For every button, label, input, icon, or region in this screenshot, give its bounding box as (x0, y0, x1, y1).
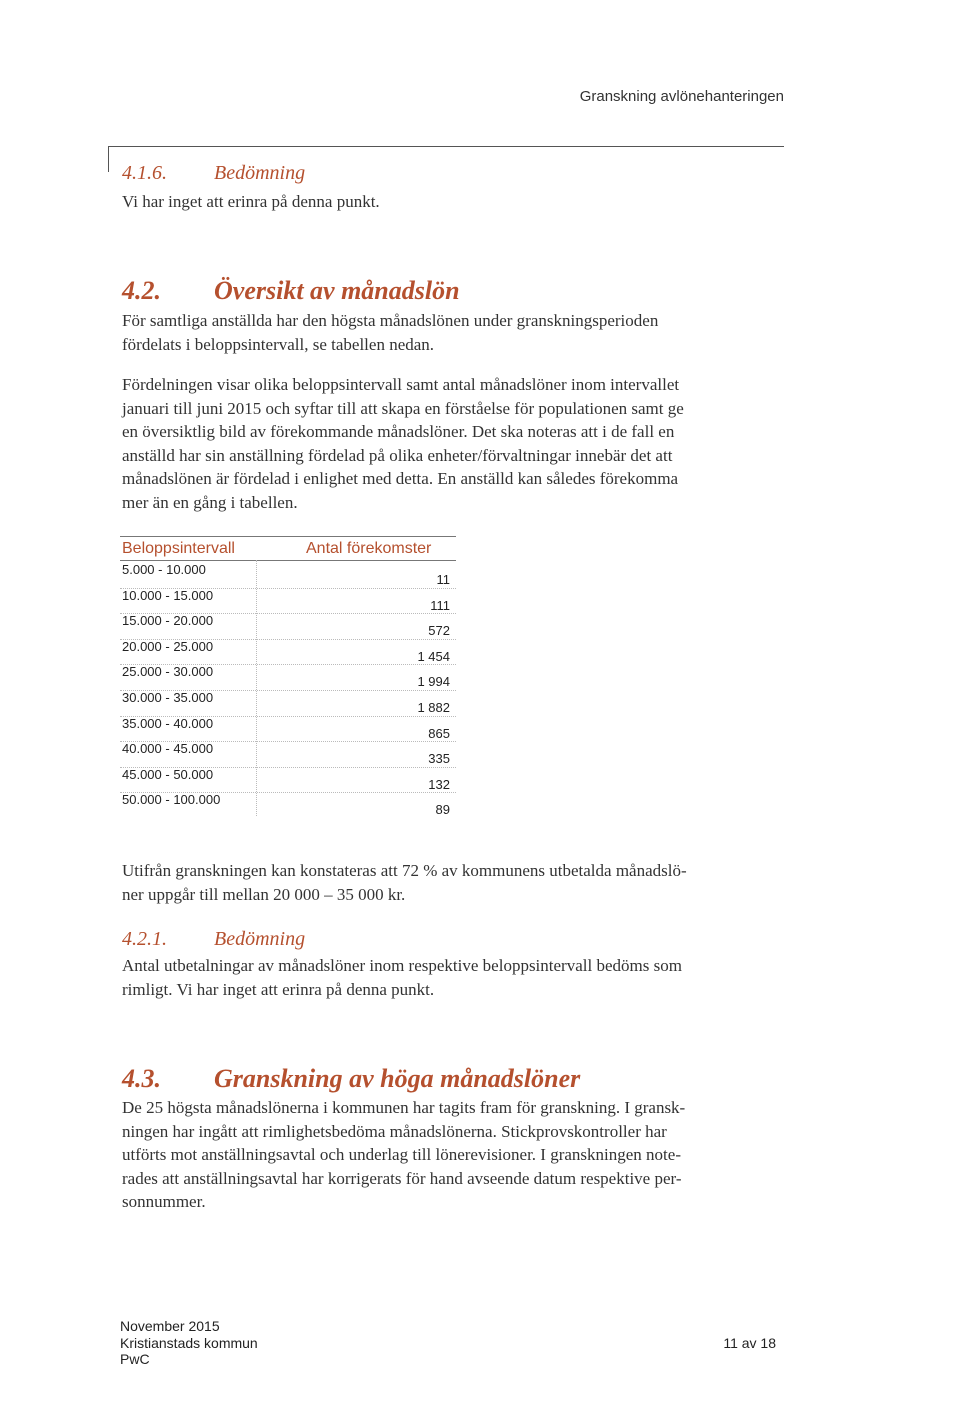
text-line: utförts mot anställningsavtal och underlag till lönerevisioner. I granskningen note- (122, 1145, 681, 1165)
heading-number: 4.1.6. (122, 162, 167, 184)
cell-range: 50.000 - 100.000 (122, 792, 221, 808)
table-row (120, 690, 456, 717)
cell-count: 111 (430, 597, 450, 613)
cell-range: 40.000 - 45.000 (122, 741, 214, 757)
heading-4-3 (122, 1064, 580, 1094)
text-line: rimligt. Vi har inget att erinra på denna punkt. (122, 979, 435, 999)
text-line: sonnummer. (122, 1192, 206, 1212)
table-row (120, 664, 456, 691)
cell-range: 30.000 - 35.000 (122, 690, 214, 705)
heading-number: 4.2.1. (122, 928, 167, 950)
table-row (120, 716, 456, 743)
heading-4-2-1 (122, 928, 305, 951)
header-rule-corner (108, 146, 109, 172)
paragraph-4-2-1 (122, 954, 682, 1001)
table-row (120, 639, 456, 666)
text-line: en översiktlig bild av förekommande månadslöner. Det ska noteras att i de fall en (122, 422, 675, 442)
page-number: 11 av 18 (723, 1335, 776, 1351)
table-row (120, 767, 456, 794)
table-column-divider (256, 560, 257, 816)
text-line: ner uppgår till mellan 20 000 – 35 000 kr. (122, 884, 406, 904)
cell-count: 1 454 (417, 648, 450, 664)
heading-title: Bedömning (214, 162, 306, 184)
cell-range: 10.000 - 15.000 (122, 587, 214, 603)
table-row (120, 741, 456, 768)
table-row (120, 613, 456, 640)
text-line: januari till juni 2015 och syftar till att skapa en förståelse för populationen samt ge (122, 398, 684, 418)
cell-count: 1 882 (417, 700, 450, 715)
cell-count: 11 (436, 572, 450, 587)
text-line: ningen har ingått att rimlighetsbedöma månadslönerna. Stickprovskontroller har (122, 1121, 667, 1141)
paragraph-4-1-6: Vi har inget att erinra på denna punkt. (122, 192, 380, 211)
header-rule (108, 146, 784, 147)
footer-firm: PwC (120, 1351, 150, 1367)
heading-4-2 (122, 276, 460, 306)
text-line: fördelats i beloppsintervall, se tabellen nedan. (122, 334, 435, 354)
text-line: De 25 högsta månadslönerna i kommunen har tagits fram för granskning. I gransk- (122, 1098, 686, 1117)
footer-org: Kristianstads kommun (120, 1334, 258, 1351)
paragraph-intro (122, 309, 658, 356)
column-header-range: Beloppsintervall (122, 540, 235, 557)
table-header-rule (120, 560, 456, 561)
paragraph-conclusion (122, 859, 687, 906)
cell-count: 89 (435, 802, 450, 818)
cell-count: 865 (428, 725, 450, 741)
heading-4-1-6 (122, 162, 305, 185)
text-line: rades att anställningsavtal har korrigerats för hand avseende datum respektive per- (122, 1168, 682, 1188)
cell-count: 335 (428, 751, 450, 767)
text-line: månadslönen är fördelad i enlighet med detta. En anställd kan således förekomma (122, 469, 679, 489)
cell-count: 132 (428, 776, 450, 792)
footer-left (120, 1318, 258, 1368)
cell-range: 20.000 - 25.000 (122, 638, 214, 654)
text-line: För samtliga anställda har den högsta månadslönen under granskningsperioden (122, 311, 659, 330)
table-row (120, 562, 456, 589)
text-line: anställd har sin anställning fördelad på olika enheter/förvaltningar innebär det att (122, 445, 673, 465)
text-line: Utifrån granskningen kan konstateras att 72 % av kommunens utbetalda månadslö- (122, 861, 687, 880)
paragraph-4-3 (122, 1096, 685, 1214)
cell-range: 15.000 - 20.000 (122, 613, 214, 629)
footer-date: November 2015 (120, 1318, 220, 1334)
heading-title: Översikt av månadslön (214, 276, 460, 305)
text-line: mer än en gång i tabellen. (122, 492, 298, 512)
heading-title: Granskning av höga månadslöner (214, 1064, 581, 1093)
heading-number: 4.2. (122, 276, 161, 305)
heading-number: 4.3. (122, 1064, 161, 1093)
text-line: Fördelningen visar olika beloppsintervall samt antal månadslöner inom intervallet (122, 375, 680, 394)
cell-range: 45.000 - 50.000 (122, 766, 214, 782)
cell-range: 35.000 - 40.000 (122, 715, 214, 731)
table-top-rule (120, 536, 456, 537)
heading-title: Bedömning (214, 928, 306, 950)
cell-range: 5.000 - 10.000 (122, 562, 206, 577)
cell-count: 572 (428, 623, 450, 639)
paragraph-distribution (122, 373, 684, 515)
table-row (120, 792, 456, 818)
cell-count: 1 994 (417, 674, 450, 690)
table-row (120, 588, 456, 615)
text-line: Antal utbetalningar av månadslöner inom respektive beloppsintervall bedöms som (122, 956, 682, 975)
column-header-count: Antal förekomster (306, 540, 432, 557)
cell-range: 25.000 - 30.000 (122, 664, 214, 680)
running-header: Granskning avlönehanteringen (579, 88, 784, 105)
